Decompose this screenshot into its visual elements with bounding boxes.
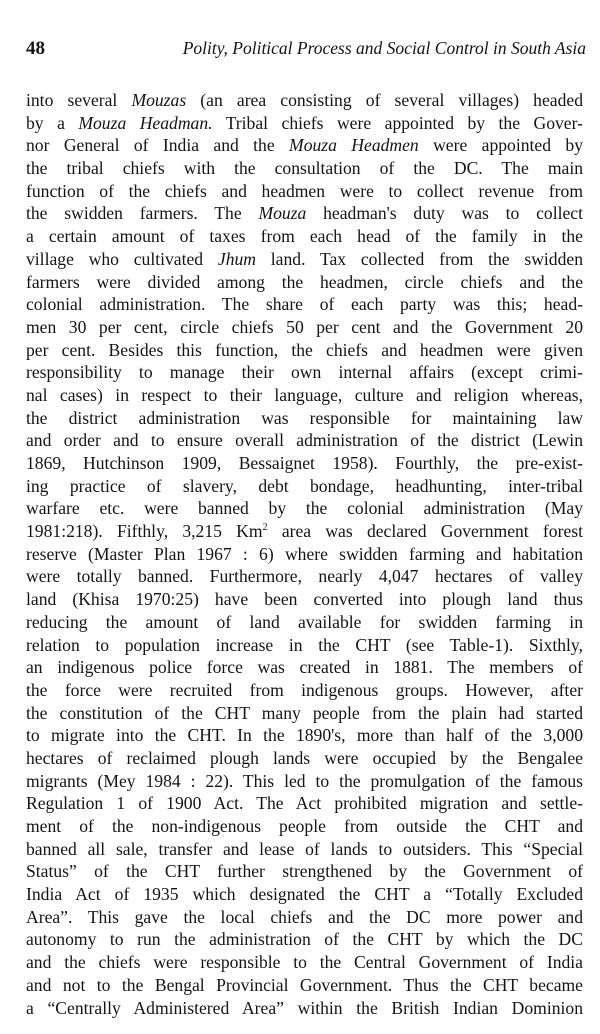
text-line [26,702,583,725]
text-segment: the swidden farmers. The [26,203,259,224]
page-header [26,38,586,62]
text-segment: Tribal chiefs were appointed by the Gover- [212,112,583,133]
text-line [26,656,583,679]
text-segment: nal cases) in respect to their language, culture and religion whereas, [26,384,583,405]
text-line [26,792,583,815]
text-line [26,951,583,974]
text-line [26,89,583,112]
text-line [26,475,583,498]
text-line [26,747,583,770]
italic-term: Mouzas [131,90,187,110]
text-line [26,611,583,634]
text-segment: responsibility to manage their own internal affairs (except crimi- [26,362,583,383]
text-line [26,112,583,135]
text-line [26,974,583,997]
text-segment: (an area consisting of several villages) headed [186,90,583,110]
text-segment: area was declared Government forest [267,521,583,542]
text-segment: land. Tax collected from the swidden [256,248,583,269]
text-segment: men 30 per cent, circle chiefs 50 per cent and the Government 20 [26,316,583,337]
text-segment: land (Khisa 1970:25) have been converted into plough land thus [26,589,583,610]
text-line [26,180,583,203]
text-segment: were totally banned. Furthermore, nearly 4,047 hectares of valley [26,566,583,587]
italic-term: Mouza [258,203,307,224]
text-line [26,293,583,316]
text-segment: nor General of India and the [26,135,290,156]
text-line [26,997,583,1020]
text-segment: autonomy to run the administration of the CHT by which the DC [26,929,583,950]
text-line [26,271,583,294]
text-segment: the force were recruited from indigenous groups. However, after [26,679,583,700]
text-line [26,860,583,883]
text-segment: 1869, Hutchinson 1909, Bessaignet 1958). Fourthly, the pre-exist- [26,453,583,473]
text-line [26,361,583,384]
text-segment: village who cultivated [26,248,218,269]
text-line [26,565,583,588]
text-line [26,316,583,339]
text-segment: headman's duty was to collect [306,203,583,224]
body-text [26,89,583,1019]
text-line [26,543,583,566]
text-segment: Status” of the CHT further strengthened by the Government of [26,861,583,882]
text-segment: the district administration was responsible for maintaining law [26,407,583,428]
text-segment: 1981:218). Fifthly, 3,215 Km [26,521,263,542]
text-segment: India Act of 1935 which designated the CHT a “Totally Excluded [26,884,583,905]
text-line [26,634,583,657]
text-segment: into several [26,90,132,110]
text-segment: reserve (Master Plan 1967 : 6) where swidden farming and habitation [26,543,583,564]
text-line [26,906,583,929]
text-line [26,429,583,452]
text-segment: farmers were divided among the headmen, circle chiefs and the [26,271,583,292]
text-segment: to migrate into the CHT. In the 1890's, more than half of the 3,000 [26,725,583,746]
text-line [26,248,583,271]
text-segment: the constitution of the CHT many people from the plain had started [26,702,583,723]
text-line [26,815,583,838]
text-line [26,134,583,157]
running-title: Polity, Political Process and Social Control in South Asia [182,38,586,58]
text-segment: colonial administration. The share of each party was this; head- [26,294,583,315]
text-segment: hectares of reclaimed plough lands were occupied by the Bengalee [26,747,583,768]
text-line [26,339,583,362]
text-segment: migrants (Mey 1984 : 22). This led to the promulgation of the famous [26,770,583,791]
text-segment: per cent. Besides this function, the chiefs and headmen were given [26,339,583,360]
text-line [26,157,583,180]
italic-term: Jhum [217,248,256,269]
text-segment: ment of the non-indigenous people from outside the CHT and [26,816,583,836]
text-segment: warfare etc. were banned by the colonial administration (May [26,498,583,519]
text-line [26,928,583,951]
text-segment: an indigenous police force was created in 1881. The members of [26,657,583,678]
text-segment: reducing the amount of land available for swidden farming in [26,611,583,632]
text-segment: banned all sale, transfer and lease of lands to outsiders. This “Special [26,838,583,859]
text-segment: Area”. This gave the local chiefs and the DC more power and [26,906,583,927]
text-line [26,770,583,793]
text-line [26,520,583,543]
text-segment: a “Centrally Administered Area” within the British Indian Dominion [26,997,583,1018]
text-line [26,407,583,430]
text-line [26,679,583,702]
text-segment: ing practice of slavery, debt bondage, headhunting, inter-tribal [26,475,583,496]
text-line [26,225,583,248]
text-segment: relation to population increase in the CHT (see Table-1). Sixthly, [26,634,583,655]
text-line [26,883,583,906]
superscript: 2 [262,522,268,534]
text-line [26,384,583,407]
text-line [26,452,583,475]
text-segment: the tribal chiefs with the consultation of the DC. The main [26,158,583,179]
text-line [26,497,583,520]
text-segment: by a [26,112,79,133]
text-segment: were appointed by [418,135,583,156]
italic-term: Mouza Headmen [289,135,419,156]
text-line [26,202,583,225]
text-segment: and not to the Bengal Provincial Government. Thus the CHT became [26,974,583,995]
italic-term: Mouza Headman. [78,112,213,133]
text-segment: function of the chiefs and headmen were to collect revenue from [26,180,583,201]
text-line [26,724,583,747]
text-segment: and the chiefs were responsible to the Central Government of India [26,952,583,973]
text-segment: a certain amount of taxes from each head of the family in the [26,226,583,247]
text-line [26,588,583,611]
text-line [26,838,583,861]
text-segment: Regulation 1 of 1900 Act. The Act prohibited migration and settle- [26,793,583,814]
text-segment: and order and to ensure overall administration of the district (Lewin [26,430,583,451]
page-number: 48 [26,38,45,59]
